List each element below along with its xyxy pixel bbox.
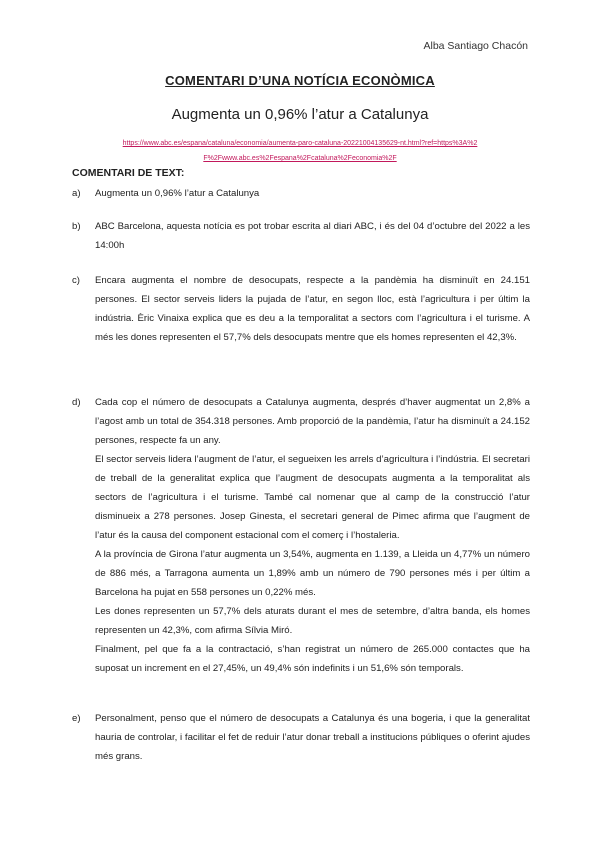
item-d bbox=[72, 393, 530, 678]
news-headline: Augmenta un 0,96% l’atur a Catalunya bbox=[171, 106, 429, 123]
item-b-marker: b) bbox=[72, 221, 81, 232]
document-title: COMENTARI D’UNA NOTÍCIA ECONÒMICA bbox=[165, 73, 435, 88]
item-d-marker: d) bbox=[72, 397, 81, 408]
item-d-paragraph-3: A la província de Girona l’atur augmenta un 3,54%, augmenta en 1.139, a Lleida un 4,77% un número de 886 més, a Tarragona aumenta un 1,89% amb un número de 790 persones més i per últim a Barcelona ha pujat en 558 persones un 0,22% més. bbox=[95, 549, 530, 598]
item-b bbox=[72, 217, 530, 255]
item-c-marker: c) bbox=[72, 275, 80, 286]
item-d-paragraph-2: El sector serveis lidera l’augment de l’atur, el segueixen les arrels d’agricultura i l’indústria. El secretari de treball de la generalitat explica que l’augment de desocupats augmenta a la temporalitat als sectors de l’agricultura i el turisme. També cal nomenar que al camp de la construcció l’atur disminueix a 278 persones. Josep Ginesta, el secretari general de Pimec afirma que l’augment de l’atur és la causa del component estacional com el comerç i l’hostaleria. bbox=[95, 454, 530, 541]
source-link-line-1[interactable]: https://www.abc.es/espana/cataluna/economia/aumenta-paro-cataluna-20221004135629-nt.html?ref=https%3A%2 bbox=[122, 140, 478, 147]
item-a-text: Augmenta un 0,96% l’atur a Catalunya bbox=[95, 188, 260, 199]
item-e-text: Personalment, penso que el número de desocupats a Catalunya és una bogeria, i que la generalitat hauria de controlar, i facilitar el fet de reduir l’atur donar treball a institucions públiques o oferint ajudes més grans. bbox=[95, 713, 530, 762]
item-d-paragraph-1: Cada cop el número de desocupats a Catalunya augmenta, després d’haver augmentat un 2,8% a l’agost amb un total de 354.318 persones. Amb proporció de la pandèmia, l’atur ha disminuït a 24.152 persones, respecte fa un any. bbox=[95, 397, 530, 446]
item-a-marker: a) bbox=[72, 188, 81, 199]
item-a bbox=[72, 184, 530, 203]
item-b-text: ABC Barcelona, aquesta notícia es pot trobar escrita al diari ABC, i és del 04 d’octubre del 2022 a les 14:00h bbox=[95, 221, 530, 251]
item-d-paragraph-5: Finalment, pel que fa a la contractació, s’han registrat un número de 265.000 contactes que ha suposat un increment en el 27,45%, un 49,4% són indefinits i un 51,6% són temporals. bbox=[95, 644, 530, 674]
item-c-text: Encara augmenta el nombre de desocupats, respecte a la pandèmia ha disminuït en 24.151 persones. El sector serveis liders la pujada de l’atur, en segon lloc, està l’agricultura i per últim la indústria. Èric Vinaixa explica que es deu a la temporalitat a sectors com l’agricultura i el turisme. A més les dones representen el 57,7% dels desocupats mentre que els homes representen el 42,3%. bbox=[95, 275, 530, 343]
source-link[interactable] bbox=[72, 136, 528, 166]
item-e-marker: e) bbox=[72, 713, 81, 724]
source-link-line-2[interactable]: F%2Fwww.abc.es%2Fespana%2Fcataluna%2Feconomia%2F bbox=[203, 155, 397, 162]
item-c bbox=[72, 271, 530, 347]
item-d-paragraph-4: Les dones representen un 57,7% dels aturats durant el mes de setembre, d’altra banda, els homes representen un 42,3%, com afirma Sílvia Miró. bbox=[95, 606, 530, 636]
author-name: Alba Santiago Chacón bbox=[423, 40, 528, 52]
item-e bbox=[72, 709, 530, 766]
section-heading: COMENTARI DE TEXT: bbox=[72, 167, 185, 179]
